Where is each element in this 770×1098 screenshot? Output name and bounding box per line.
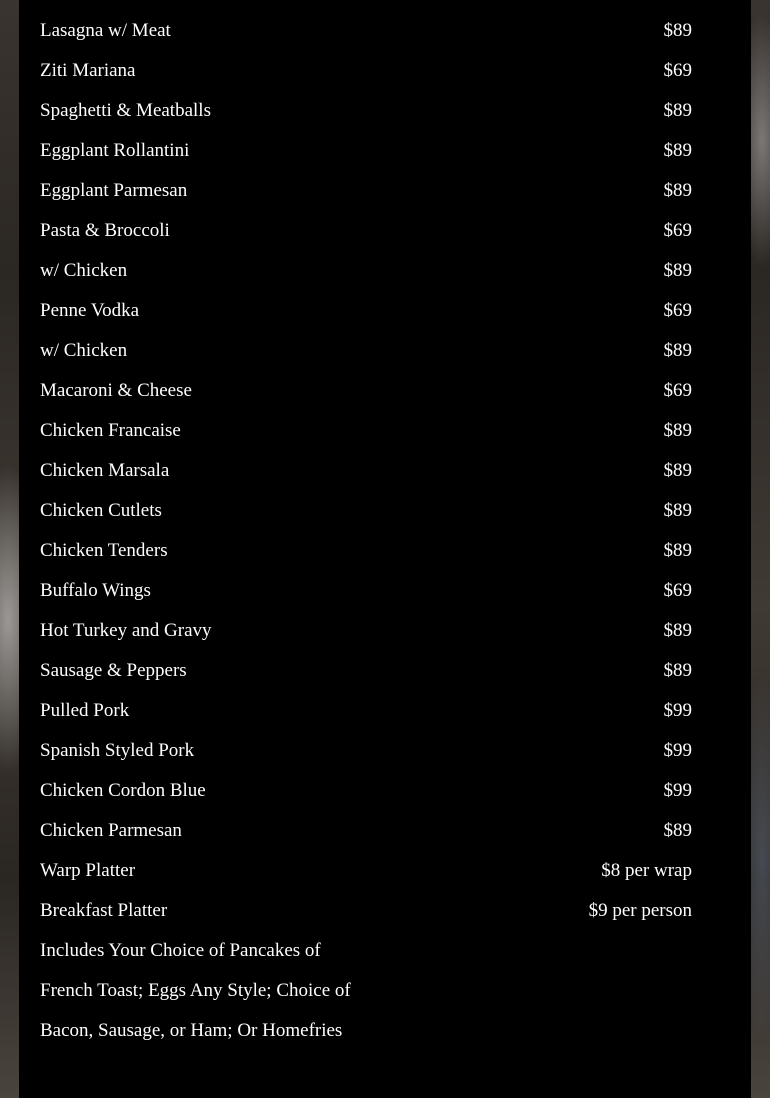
menu-item <box>40 531 692 571</box>
background-photo-left <box>0 0 19 1098</box>
menu-item-name: Breakfast Platter <box>40 900 168 921</box>
menu-item-price: $89 <box>663 420 692 441</box>
menu-item-name: Chicken Cordon Blue <box>40 780 206 801</box>
menu-item-name: Pasta & Broccoli <box>40 220 170 241</box>
menu-item <box>40 691 692 731</box>
menu-item-name: Macaroni & Cheese <box>40 380 192 401</box>
menu-list <box>40 11 692 931</box>
menu-item-price: $89 <box>663 140 692 161</box>
menu-item <box>40 611 692 651</box>
menu-item-price: $89 <box>663 820 692 841</box>
menu-item-price: $99 <box>663 780 692 801</box>
menu-item <box>40 131 692 171</box>
menu-item <box>40 571 692 611</box>
menu-item-price: $69 <box>663 60 692 81</box>
menu-item-name: Spaghetti & Meatballs <box>40 100 211 121</box>
menu-item <box>40 291 692 331</box>
menu-item <box>40 11 692 51</box>
menu-item-price: $89 <box>663 260 692 281</box>
menu-item-name: Ziti Mariana <box>40 60 136 81</box>
menu-item-price: $89 <box>663 100 692 121</box>
menu-item <box>40 211 692 251</box>
menu-item <box>40 251 692 291</box>
menu-item-price: $69 <box>663 380 692 401</box>
menu-item-price: $89 <box>663 620 692 641</box>
menu-item-name: Pulled Pork <box>40 700 130 721</box>
menu-item-price: $89 <box>663 660 692 681</box>
menu-item-price: $89 <box>663 20 692 41</box>
menu-item-name: w/ Chicken <box>40 340 128 361</box>
menu-item-price: $8 per wrap <box>601 860 692 881</box>
menu-item-price: $69 <box>663 220 692 241</box>
menu-item-price: $89 <box>663 460 692 481</box>
menu-item-name: Chicken Francaise <box>40 420 181 441</box>
menu-item-name: Lasagna w/ Meat <box>40 20 171 41</box>
menu-item-price: $89 <box>663 500 692 521</box>
menu-item-price: $99 <box>663 700 692 721</box>
menu-item <box>40 451 692 491</box>
menu-item-price: $99 <box>663 740 692 761</box>
menu-item-price: $89 <box>663 540 692 561</box>
menu-item-name: Hot Turkey and Gravy <box>40 620 212 641</box>
menu-item <box>40 771 692 811</box>
menu-item <box>40 731 692 771</box>
menu-item <box>40 411 692 451</box>
background-photo-right <box>751 0 770 1098</box>
menu-item-name: Sausage & Peppers <box>40 660 187 681</box>
breakfast-platter-description: Includes Your Choice of Pancakes of French Toast; Eggs Any Style; Choice of Bacon, Sausage, or Ham; Or Homefries <box>40 940 351 1041</box>
menu-item <box>40 891 692 931</box>
menu-item-name: Eggplant Parmesan <box>40 180 188 201</box>
menu-item-price: $89 <box>663 340 692 361</box>
menu-item-name: Chicken Tenders <box>40 540 168 561</box>
menu-item-price: $89 <box>663 180 692 201</box>
menu-item-name: Spanish Styled Pork <box>40 740 195 761</box>
menu-item-name: Eggplant Rollantini <box>40 140 190 161</box>
menu-item <box>40 91 692 131</box>
menu-item-name: w/ Chicken <box>40 260 128 281</box>
menu-item <box>40 371 692 411</box>
menu-item-name: Chicken Marsala <box>40 460 170 481</box>
menu-item-name: Penne Vodka <box>40 300 140 321</box>
menu-item-name: Buffalo Wings <box>40 580 151 601</box>
menu-item-price: $9 per person <box>588 900 692 921</box>
menu-item <box>40 51 692 91</box>
menu-item <box>40 811 692 851</box>
menu-item-name: Chicken Parmesan <box>40 820 182 841</box>
menu-item <box>40 851 692 891</box>
menu-item-price: $69 <box>663 580 692 601</box>
menu-item <box>40 491 692 531</box>
menu-item <box>40 331 692 371</box>
menu-item-name: Warp Platter <box>40 860 136 881</box>
menu-item <box>40 651 692 691</box>
menu-item-price: $69 <box>663 300 692 321</box>
menu-item <box>40 171 692 211</box>
menu-item-name: Chicken Cutlets <box>40 500 162 521</box>
